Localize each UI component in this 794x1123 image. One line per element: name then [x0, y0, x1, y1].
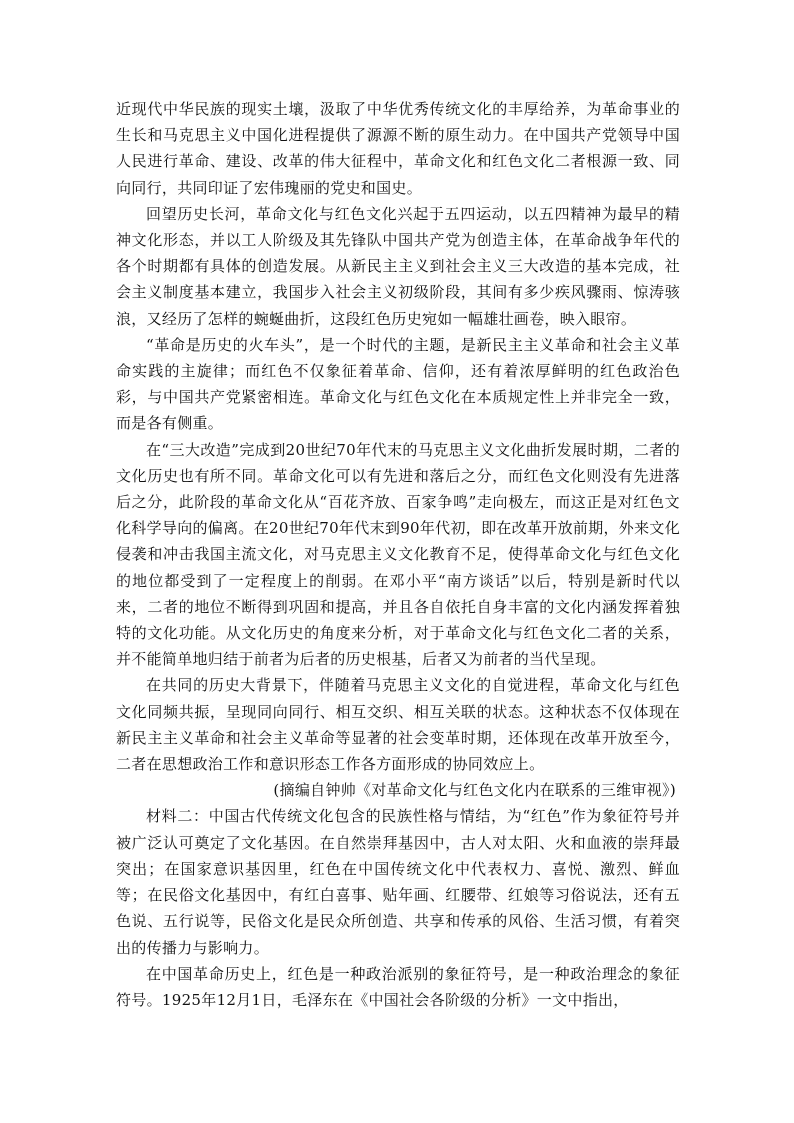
- paragraph-three-reforms: 在“三大改造”完成到20世纪70年代末的马克思主义文化曲折发展时期，二者的文化历史也有所不同。革命文化可以有先进和落后之分，而红色文化则没有先进落后之分，此阶段的革命文化从“百花齐放、百家争鸣”走向极左，而这正是对红色文化科学导向的偏离。在20世纪70年代末到90年代初，即在改革开放前期，外来文化侵袭和冲击我国主流文化，对马克思主义文化教育不足，使得革命文化与红色文化的地位都受到了一定程度上的削弱。在邓小平“南方谈话”以后，特别是新时代以来，二者的地位不断得到巩固和提高，并且各自依托自身丰富的文化内涵发挥着独特的文化功能。从文化历史的角度来分析，对于革命文化与红色文化二者的关系，并不能简单地归结于前者为后者的历史根基，后者又为前者的当代呈现。: [116, 440, 680, 669]
- paragraph-continued: 近现代中华民族的现实土壤，汲取了中华优秀传统文化的丰厚给养，为革命事业的生长和马克思主义中国化进程提供了源源不断的原生动力。在中国共产党领导中国人民进行革命、建设、改革的伟大征程中，革命文化和红色文化二者根源一致、同向同行，共同印证了宏伟瑰丽的党史和国史。: [116, 100, 680, 197]
- paragraph-material-two: 材料二：中国古代传统文化包含的民族性格与情结，为“红色”作为象征符号并被广泛认可奠定了文化基因。在自然崇拜基因中，古人对太阳、火和血液的崇拜最突出；在国家意识基因里，红色在中国传统文化中代表权力、喜悦、激烈、鲜血等；在民俗文化基因中，有红白喜事、贴年画、红腰带、红娘等习俗说法，还有五色说、五行说等，民俗文化是民众所创造、共享和传承的风俗、生活习惯，有着突出的传播力与影响力。: [116, 807, 680, 957]
- paragraph-revolution-locomotive: “革命是历史的火车头”，是一个时代的主题，是新民主主义革命和社会主义革命实践的主旋律；而红色不仅象征着革命、信仰，还有着浓厚鲜明的红色政治色彩，与中国共产党紧密相连。革命文化与红色文化在本质规定性上并非完全一致，而是各有侧重。: [116, 335, 680, 433]
- paragraph-common-background: 在共同的历史大背景下，伴随着马克思主义文化的自觉进程，革命文化与红色文化同频共振，呈现同向同行、相互交织、相互关联的状态。这种状态不仅体现在新民主主义革命和社会主义革命等显著的社会变革时期，还体现在改革开放至今，二者在思想政治工作和意识形态工作各方面形成的协同效应上。: [116, 676, 680, 774]
- source-citation: (摘编自钟帅《对革命文化与红色文化内在联系的三维审视》): [273, 781, 676, 800]
- paragraph-red-political-symbol: 在中国革命历史上，红色是一种政治派别的象征符号，是一种政治理念的象征符号。1925年12月1日，毛泽东在《中国社会各阶级的分析》一文中指出，: [116, 964, 680, 1009]
- document-page: [116, 96, 680, 1013]
- paragraph-history-review: 回望历史长河，革命文化与红色文化兴起于五四运动，以五四精神为最早的精神文化形态，并以工人阶级及其先锋队中国共产党为创造主体，在革命战争年代的各个时期都有具体的创造发展。从新民主主义到社会主义三大改造的基本完成，社会主义制度基本建立，我国步入社会主义初级阶段，其间有多少疾风骤雨、惊涛骇浪，又经历了怎样的蜿蜒曲折，这段红色历史宛如一幅雄壮画卷，映入眼帘。: [116, 204, 680, 328]
